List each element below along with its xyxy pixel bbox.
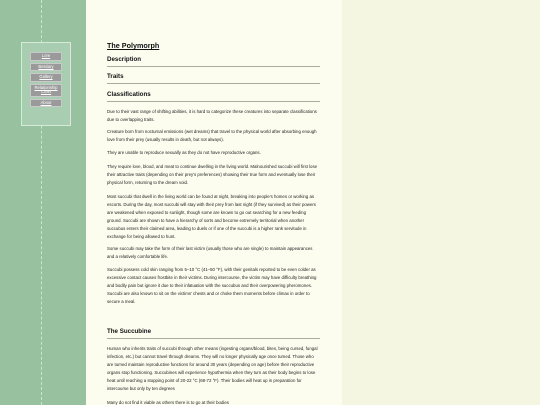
paragraph-3: They are unable to reproduce sexually as they do not have reproductive organs. xyxy=(107,150,261,155)
nav-link-bestiary[interactable]: Bestiary xyxy=(30,63,62,72)
right-background xyxy=(342,0,540,405)
paragraph-succubine: Human who inherits traits of succubi through other means (ingesting organs/blood, bites, being cursed, fungal infection, etc.) but cannot travel through dreams. They will no longer physically age once turned. Those who are turned maintain reproductive functions for around 30 years (depending on age) before their reproductive organs stop functioning. Succubines will experience hypothermia when they turn as their body begins to lose heat until reaching a stopping point of 20-22 °C (68-72 °F). Their bodies will heat up in preparation for intercourse but only by ten degrees xyxy=(107,346,318,391)
paragraph-2: Creature born from nocturnal emissions (wet dreams) that travel to the physical world after absorbing enough love from their prey (usually results in death, but not always). xyxy=(107,129,317,142)
paragraph-cutoff: Many do not find it viable as others there is to go at their bodies xyxy=(107,400,229,405)
left-sidebar-strip xyxy=(0,0,86,405)
section-heading-succubine: The Succubine xyxy=(107,328,320,339)
nav-link-relationship-chart[interactable]: Relationship Chart xyxy=(30,84,62,97)
paragraph-1: Due to their vast range of shifting abilities, it is hard to categorize these creatures into separate classifications due to overlapping traits. xyxy=(107,109,317,122)
paragraph-4: They require love, blood, and meat to continue dwelling in the living world. Malnourished succubi will first lose their attractive traits (depending on their prey's preferences) showing their true form and eventually lose their physical form, returning to the dream void. xyxy=(107,164,318,185)
nav-link-about[interactable]: About xyxy=(30,99,62,108)
paragraph-6: Some succubi may take the form of their last victim (usually those who are single) to maintain appearances and a relatively comfortable life. xyxy=(107,246,313,259)
section-heading-traits: Traits xyxy=(107,73,320,84)
page-title: The Polymorph xyxy=(107,41,160,50)
section-heading-description: Description xyxy=(107,56,320,67)
nav-menu xyxy=(21,42,71,126)
nav-link-gallery[interactable]: Gallery xyxy=(30,73,62,82)
paragraph-7: Succubi possess cold skin ranging from 5–10 °C (41–50 °F), with their genitals reported to be even colder as excessive contact causes frostbite in their victims. During intercourse, the victim may have difficulty breathing and bodily pain but ignore it due to their infatuation with the succubus and their overpowering pheromones. Succubi are also known to sit on the victims' chests and or choke them moments before climax in order to secure a meal. xyxy=(107,267,317,304)
nav-link-lore[interactable]: Lore xyxy=(30,52,62,61)
section-heading-classifications: Classifications xyxy=(107,91,320,102)
paragraph-5: Most succubi that dwell in the living world can be found at night, breaking into people's homes or working as escorts. During the day, most succubi will stay with their prey from last night (if they survived) as their powers are weakened when exposed to sunlight, though some are known to go out searching for a new feeding ground. Succubi are shown to have a hierarchy of sorts and become extremely territorial when another succubus enters their claimed area, leading to duels or if one of the succubi is a higher rank servitude in exchange for being allowed to hunt. xyxy=(107,194,316,239)
article-page xyxy=(86,0,342,405)
